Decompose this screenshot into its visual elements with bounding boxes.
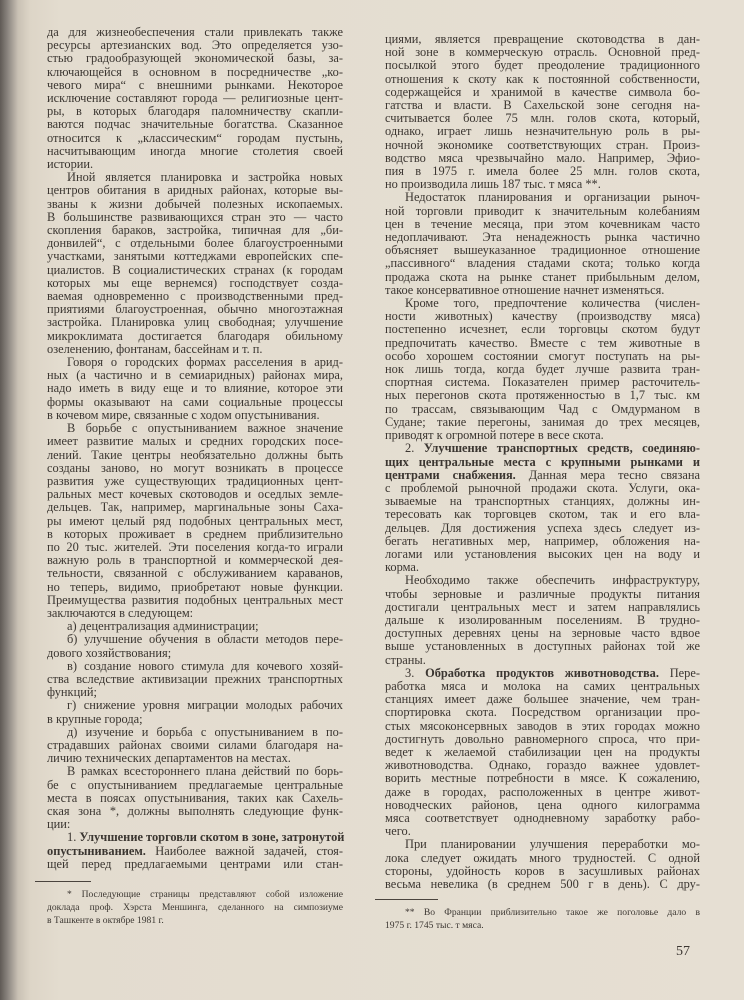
- text-line: ства вследствие активизации прежних транспортных: [47, 671, 343, 686]
- text-line: Иной является планировка и застройка новых: [67, 170, 343, 185]
- text-line: циалистов. В социалистических странах (к городам: [47, 262, 343, 277]
- text-line: приятиями благоустроенная, обычно многоэтажная: [47, 302, 343, 317]
- footnote-line: ** Во Франции приблизительно такое же поголовье дало в: [405, 907, 700, 918]
- text-line: работка мяса и молока на самих центральных: [385, 678, 700, 693]
- text-line: [47, 845, 343, 858]
- text-line: мяса соответствует однодневному заработку рабо-: [385, 810, 700, 825]
- text-line: ции:: [47, 817, 71, 832]
- text-line: микроклимата достигается благодаря обильному: [47, 328, 343, 343]
- paragraph: [47, 356, 343, 422]
- text-line: ворить местные потребности в мясе. К сожалению,: [385, 771, 700, 786]
- footnote-divider-left: [35, 881, 91, 882]
- text-line: лений. Такие центры необязательно должны быть: [47, 447, 343, 462]
- footnote-line: в Ташкенте в октябре 1981 г.: [47, 915, 164, 926]
- text-line: чего.: [385, 824, 411, 839]
- text-line: ной торговли приводит к значительным колебаниям: [385, 203, 700, 218]
- text-line: донвилей“, с отдельными более благоустроенными: [47, 236, 343, 251]
- text-line: ных (а частично и в семиаридных) районах мира,: [47, 368, 343, 383]
- paragraph: [385, 191, 700, 297]
- text-line: дового хозяйствования;: [47, 645, 172, 660]
- text-line: Преимущества развития подобных центральных мест: [47, 592, 343, 607]
- text-line: г) снижение уровня миграции молодых рабочих: [67, 698, 343, 713]
- text-line: циями, является превращение скотоводства в дан-: [385, 32, 700, 46]
- text-line: щей перед предлагаемыми центрами или стан-: [47, 856, 343, 871]
- right-column: [385, 33, 700, 891]
- text-line: личию технических департаментов на местах.: [47, 751, 291, 766]
- text-line: исключение составляют города — религиозные цент-: [47, 91, 343, 106]
- text-line: ночной экономике соответствующих стран. Произ-: [385, 137, 700, 152]
- text-line: д) изучение и борьба с опустыниванием в по-: [67, 724, 343, 739]
- text-line: заключаются в следующем:: [47, 605, 194, 620]
- text-line: животноводства. Однако, гораздо важнее удовлет-: [385, 758, 700, 773]
- text-line: скопления бараков, застройка, типичная для „би-: [47, 223, 343, 238]
- text-line: в кочевом мире, связанные с ходом опустынивания.: [47, 407, 320, 422]
- paragraph: [385, 442, 700, 574]
- text-line: центров обитания в аридных районах, которые вы-: [47, 183, 343, 198]
- paragraph: [385, 574, 700, 666]
- text-line: ральных мест кочевых скотоводов и оседлых земле-: [47, 487, 343, 502]
- text-line: станциях имеет даже большее значение, чем тран-: [385, 692, 700, 707]
- text-line: даже в городах, расположенных в центре живот-: [385, 784, 700, 799]
- text-line: функций;: [47, 685, 97, 700]
- paragraph: [47, 422, 343, 620]
- list-number: 2.: [405, 441, 424, 456]
- text-line: по 20 тыс. жителей. Эти поселения когда-то играли: [47, 539, 343, 554]
- text-line: ваемая одновременно с производственными пред-: [47, 289, 343, 304]
- text-line: Судане; такие перегоны, занимая до трех месяцев,: [385, 414, 700, 429]
- text-line: тельности, связанной с обслуживанием караванов,: [47, 566, 343, 581]
- text-line: ры имеют целый ряд подобных центральных мест,: [47, 513, 343, 528]
- text-line: места в поясах опустынивания, таких как Сахель-: [47, 790, 343, 805]
- paragraph: [47, 633, 343, 659]
- text-line: новодческих районов, цена одного килограмма: [385, 797, 700, 812]
- text-line: выше установленных в доступных районах той же: [385, 639, 700, 654]
- text-line: важную роль в транспортной и коммерческой дея-: [47, 553, 343, 568]
- text-line: продажа скота на рынке станет прибыльным делом,: [385, 269, 700, 284]
- text-line: в) создание нового стимула для кочевого хозяй-: [67, 658, 343, 673]
- text-line: считывается более 75 млн. голов скота, который,: [385, 111, 700, 126]
- text-line: доступных деревнях цены на зерновые часто вдвое: [385, 626, 700, 641]
- text-line: пия в 1975 г. имела более 25 млн. голов скота,: [385, 164, 700, 179]
- text-line: а) децентрализация администрации;: [67, 619, 259, 634]
- footnote-line: * Последующие страницы представляют собой изложение: [67, 889, 343, 900]
- text-line: предпочитать качество. Вместе с тем животные в: [385, 335, 700, 350]
- text-line: ности животных) качеству (производству мяса): [385, 309, 700, 324]
- paragraph: [47, 26, 343, 171]
- text-line: корма.: [385, 560, 419, 575]
- text-line: чтобы зерновые и различные продукты питания: [385, 586, 700, 601]
- text-line: При планировании улучшения переработки мо-: [405, 837, 700, 852]
- text-line: в крупные города;: [47, 711, 143, 726]
- list-number: 3.: [405, 665, 426, 680]
- bold-heading: опустыниванием.: [47, 843, 146, 858]
- bold-heading: щих центральные места с крупными рынками и: [385, 454, 700, 469]
- text-line: В большинстве развивающихся стран это — часто: [47, 209, 343, 224]
- bold-heading: Улучшение торговли скотом в зоне, затронутой: [79, 830, 345, 845]
- text-line: дальше к изолированным поселениям. В трудно-: [385, 612, 700, 627]
- text-line: формы оказывают на сами социальные процессы: [47, 394, 343, 409]
- paragraph: [47, 765, 343, 831]
- text-line: гатства и власти. В Сахельской зоне сегодня на-: [385, 98, 700, 113]
- text-line: В борьбе с опустыниванием важное значение: [67, 421, 343, 436]
- text-line: ресурсы артезианских вод. Это определяется узо-: [47, 38, 343, 53]
- text-line: страны.: [385, 652, 426, 667]
- text-line: водство мяса чрезвычайно мало. Например, Эфио-: [385, 150, 700, 165]
- footnote-right: [385, 906, 700, 932]
- paragraph: [385, 667, 700, 839]
- text-line: зываемые на транспортных станциях, должны ин-: [385, 494, 700, 509]
- text-line: „пассивного“ владения стадами скота; только когда: [385, 256, 700, 271]
- list-number: 1.: [67, 830, 80, 845]
- text-line: Недостаток планирования и организации рыноч-: [405, 190, 700, 205]
- paragraph: [47, 831, 343, 871]
- text-line: посылкой этого будет преодоление традиционного: [385, 58, 700, 73]
- text-line: относится к „классическим“ городам пустынь,: [47, 130, 343, 145]
- footnote-line: доклада проф. Хэрста Меншинга, сделанного на симпозиуме: [47, 902, 343, 913]
- text-line: достигали центральных мест и затем направлялись: [385, 599, 700, 614]
- text-line: однако, играет лишь незначительную роль в ры-: [385, 124, 700, 139]
- paragraph: [385, 297, 700, 442]
- paragraph: [47, 171, 343, 356]
- text-line: постепенно исчезнет, если торговцы скотом будут: [385, 322, 700, 337]
- footnote-line: 1975 г. 1745 тыс. т мяса.: [385, 920, 484, 931]
- text-line: надо иметь в виду еще и то влияние, которое эти: [47, 381, 343, 396]
- paragraph: [47, 660, 343, 700]
- text-line: чевого мира“ с внешними рынками. Некоторое: [47, 77, 343, 92]
- text-line: спортная система. Показателен пример расточитель-: [385, 375, 700, 390]
- text-line: спортировка скота. Посредством организации про-: [385, 705, 700, 720]
- footnote-divider-right: [375, 899, 438, 900]
- text-line: [385, 667, 700, 680]
- text-line: бегать негативных мер, например, обложения на-: [385, 533, 700, 548]
- text-line: цен в течение месяца, при этом кочевникам часто: [385, 216, 700, 231]
- text-line: с проблемой рыночной продажи скота. Услуги, ока-: [385, 480, 700, 495]
- text-line: ваются подчас значительные богатства. Сказанное: [47, 117, 343, 132]
- text-run: Наиболее важной задачей, стоя-: [145, 843, 343, 858]
- text-line: [385, 469, 700, 482]
- paragraph: [385, 33, 700, 191]
- text-line: отношения к скоту как к постоянной собственности,: [385, 71, 700, 86]
- paragraph: [385, 838, 700, 891]
- text-line: весьма невелика (в среднем 500 г в день). С дру-: [385, 877, 700, 891]
- text-line: истории.: [47, 157, 94, 172]
- text-line: стых мясоконсервных заводов в этих городах можно: [385, 718, 700, 733]
- text-run: Данная мера тесно связана: [515, 467, 700, 482]
- text-line: логами или установления высоких цен на воду и: [385, 546, 700, 561]
- text-line: ных перегонов скота протяженностью в 1,7 тыс. км: [385, 388, 700, 403]
- text-line: которых мы еще вернемся) господствует созда-: [47, 275, 343, 290]
- footnote-left: [47, 888, 343, 927]
- text-line: страдавших районах своими силами благодаря на-: [47, 737, 343, 752]
- text-line: насчитывающим иногда многие столетия своей: [47, 143, 343, 158]
- text-line: но производила лишь 187 тыс. т мяса **.: [385, 177, 601, 192]
- text-line: бе с опустыниванием предлагаемые центральные: [47, 777, 343, 792]
- text-line: участками, занятыми коттеджами европейских спе-: [47, 249, 343, 264]
- text-line: объясняет вышеуказанное традиционное отношение: [385, 243, 700, 258]
- bold-heading: центрами снабжения.: [385, 467, 516, 482]
- bold-heading: Обработка продуктов животноводства.: [425, 665, 659, 680]
- text-line: ры, в которых благодаря паломничеству скапли-: [47, 104, 343, 119]
- text-line: застройка. Планировка улиц свободная; улучшение: [47, 315, 343, 330]
- paragraph: [47, 699, 343, 725]
- text-line: Кроме того, предпочтение количества (числен-: [405, 296, 700, 311]
- text-line: ведет к желаемой стабилизации цен на продукты: [385, 744, 700, 759]
- paragraph: [47, 726, 343, 766]
- text-line: б) улучшение обучения в области методов пере-: [67, 632, 343, 647]
- text-line: нок лишь тогда, когда будет лучше развита тран-: [385, 362, 700, 377]
- text-line: содержащейся и хранимой в качестве символа бо-: [385, 84, 700, 99]
- text-line: дельцев. Для достижения успеха здесь следует из-: [385, 520, 700, 535]
- text-run: Пере-: [658, 665, 700, 680]
- page-number: 57: [676, 944, 690, 959]
- text-line: званы к жизни добычей полезных ископаемых.: [47, 196, 343, 211]
- text-line: развития уже существующих традиционных цент-: [47, 473, 343, 488]
- text-line: особо хорошем состоянии смогут поступать на ры-: [385, 348, 700, 363]
- text-line: тересовать как торговцев скотом, так и его вла-: [385, 507, 700, 522]
- text-line: приводят к огромной потере в весе скота.: [385, 428, 604, 443]
- text-line: Говоря о городских формах расселения в арид-: [67, 355, 343, 370]
- text-line: по трассам, связывающим Чад с Омдурманом в: [385, 401, 700, 416]
- text-line: ной зоне в коммерческую отрасль. Основной пред-: [385, 45, 700, 60]
- text-line: ская зона *, должны выполнять следующие функ-: [47, 803, 343, 818]
- text-line: Необходимо также обеспечить инфраструктуру,: [405, 573, 700, 588]
- text-line: лока следует ожидать много трудностей. С одной: [385, 850, 700, 865]
- text-line: В рамках всестороннего плана действий по борь-: [67, 764, 343, 779]
- bold-heading: Улучшение транспортных средств, соединяю-: [423, 441, 700, 456]
- text-line: стью градообразующей экономической базы, за-: [47, 51, 343, 66]
- text-line: дельцев. Так, например, маргинальные зоны Саха-: [47, 500, 343, 515]
- text-line: достигнуть довольно равномерного спроса, что при-: [385, 731, 700, 746]
- text-line: такое консервативное отношение начнет изменяться.: [385, 282, 665, 297]
- text-line: ключающейся в основном в посредничестве „ко-: [47, 64, 343, 79]
- text-line: созданы заново, но могут возникать в процессе: [47, 460, 343, 475]
- text-line: недоплачивают. Эта ненадежность рынка частично: [385, 230, 700, 245]
- text-line: стороны, удойность коров в засушливых районах: [385, 863, 700, 878]
- text-line: озеленению, фонтанам, бассейнам и т. п.: [47, 341, 263, 356]
- left-column: [47, 26, 343, 871]
- text-line: в которых проживает в среднем приблизительно: [47, 526, 343, 541]
- text-line: да для жизнеобеспечения стали привлекать также: [47, 25, 343, 39]
- text-line: но теперь, видимо, приобретают новые функции.: [47, 579, 343, 594]
- text-line: имеет развитие малых и средних городских посе-: [47, 434, 343, 449]
